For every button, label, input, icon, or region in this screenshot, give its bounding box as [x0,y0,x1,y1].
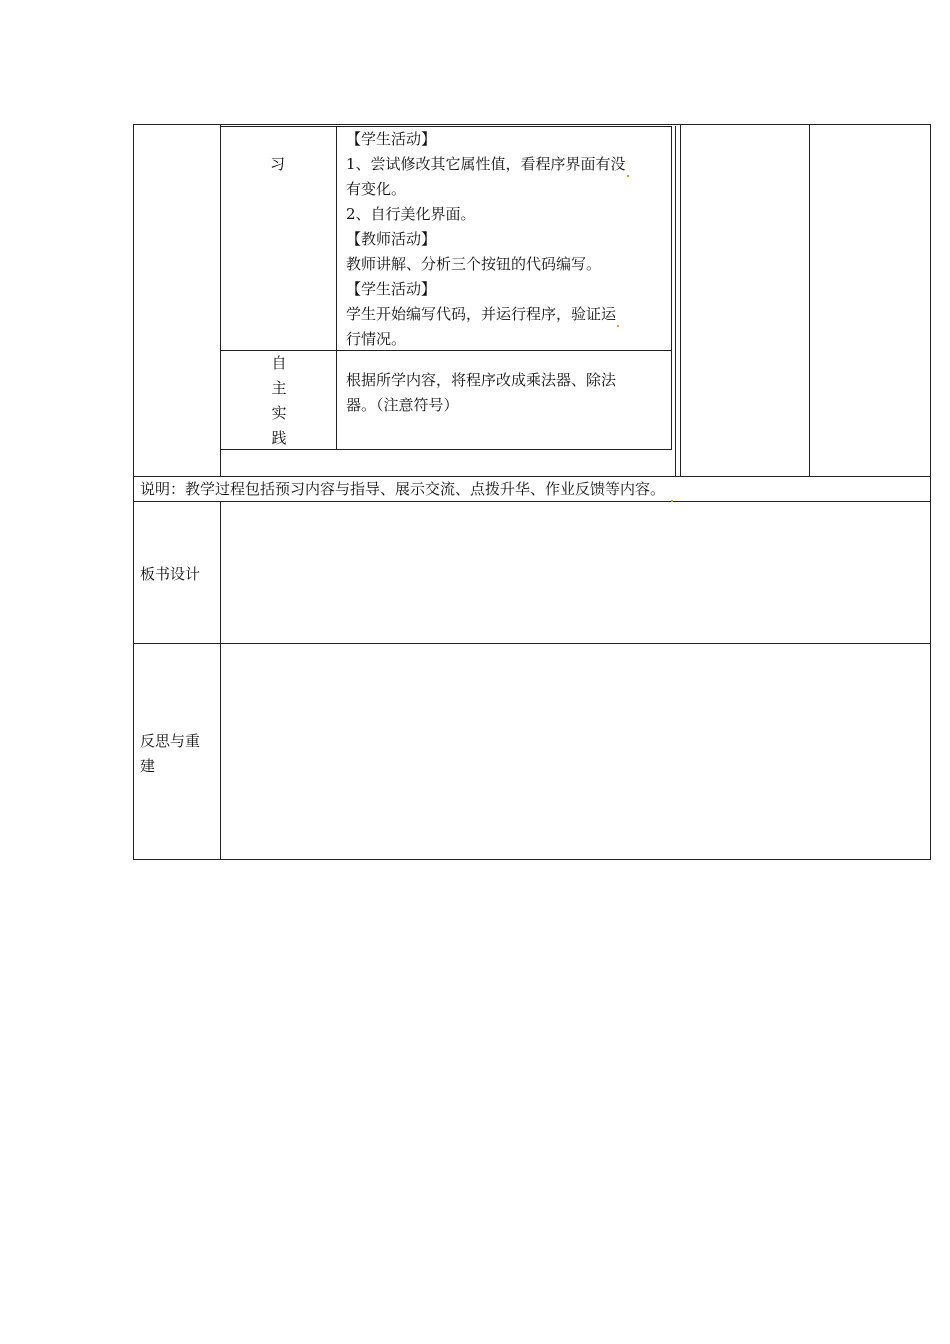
inner-table-top [220,126,672,127]
activity-line: 1、尝试修改其它属性值，看程序界面有没 [346,152,629,177]
reflection-content [221,644,930,859]
practice-label-char: 自 [271,354,287,372]
practice-label-char: 实 [271,404,287,422]
table-left-border [133,124,134,860]
note-text: 说明：教学过程包括预习内容与指导、展示交流、点拨升华、作业反馈等内容。 [140,477,673,502]
activity-line: 行情况。 [346,330,407,348]
inner-side-rule [675,126,676,476]
inner-right-border [671,126,672,450]
reflection-label-line: 反思与重 [140,732,201,750]
column-divider [680,124,681,476]
edit-mark-icon [617,325,619,327]
practice-label [268,351,290,451]
board-design-content [221,502,930,643]
activity-heading: 【学生活动】 [346,130,437,148]
column-divider [809,124,810,476]
activity-line: 学生开始编写代码，并运行程序，验证运 [346,302,619,327]
activity-heading: 【教师活动】 [346,230,437,248]
table-bottom-border [133,859,931,860]
activity-line: 教师讲解、分析三个按钮的代码编写。 [346,255,602,273]
practice-label-char: 主 [271,379,287,397]
board-design-label: 板书设计 [140,565,201,583]
practice-content-line: 器。（注意符号） [346,396,459,414]
table-top-border [133,124,931,125]
activity-heading: 【学生活动】 [346,280,437,298]
table-right-border [930,124,931,860]
activity-line: 2、自行美化界面。 [346,205,476,223]
column-divider [220,124,221,476]
inner-column-divider [336,126,337,450]
practice-label-char: 践 [271,429,287,447]
reflection-label-line: 建 [140,757,156,775]
activity-line: 有变化。 [346,180,407,198]
stage-label: 习 [270,155,286,173]
edit-mark-icon [627,175,629,177]
practice-content-line: 根据所学内容，将程序改成乘法器、除法 [346,371,617,389]
